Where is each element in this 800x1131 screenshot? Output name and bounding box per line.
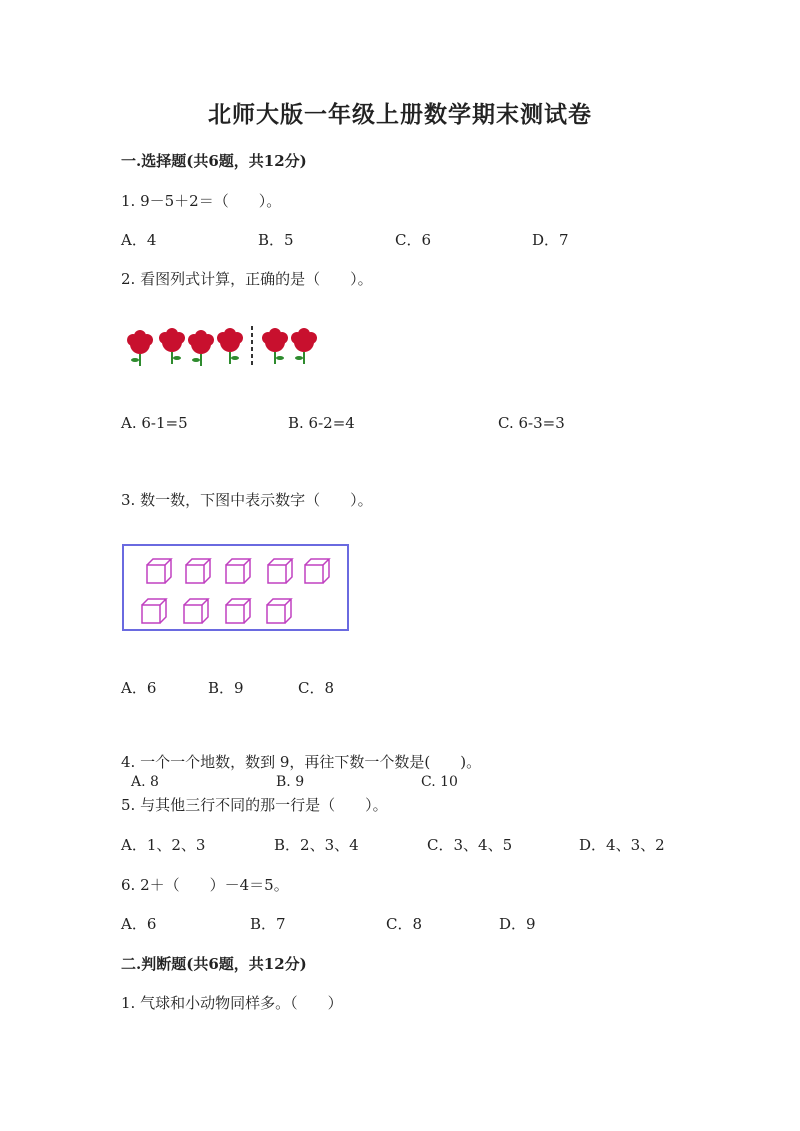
q2-option-b: B. 6-2=4 [288,414,355,432]
q1-option-a: A．4 [121,231,157,249]
q2-option-c: C. 6-3=3 [498,414,565,432]
question-6: 6. 2＋（ ）－4＝5。 [121,876,289,894]
question-1: 1. 9－5＋2＝（ ）。 [121,192,282,210]
section-heading-choice: 一.选择题(共6题，共12分) [121,152,307,170]
question-3: 3. 数一数，下图中表示数字（ ）。 [121,491,373,509]
flower-icon [159,328,185,364]
q6-option-d: D．9 [499,915,536,933]
q5-option-c: C．3、4、5 [427,836,513,854]
question-5: 5. 与其他三行不同的那一行是（ ）。 [121,796,388,814]
q1-option-b: B．5 [258,231,294,249]
q5-option-d: D．4、3、2 [579,836,665,854]
q3-option-b: B．9 [208,679,244,697]
q4-option-c: C. 10 [421,774,458,790]
q6-option-c: C．8 [386,915,423,933]
q1-option-d: D．7 [532,231,569,249]
cubes-image [122,544,350,632]
q5-option-b: B．2、3、4 [274,836,359,854]
flower-icon [127,330,153,366]
judgement-1: 1. 气球和小动物同样多。（ ） [121,994,343,1012]
flowers-image [118,322,330,370]
cube-icon [226,599,250,623]
question-2: 2. 看图列式计算，正确的是（ ）。 [121,270,373,288]
q6-option-b: B．7 [250,915,286,933]
flower-icon [217,328,243,364]
flower-icon [262,328,288,364]
question-4: 4. 一个一个地数，数到 9，再往下数一个数是( )。 [121,753,482,771]
cube-icon [267,599,291,623]
page-title: 北师大版一年级上册数学期末测试卷 [208,101,592,128]
q4-option-a: A. 8 [131,774,159,790]
section-heading-judgement: 二.判断题(共6题，共12分) [121,955,307,973]
cube-icon [268,559,292,583]
cube-icon [186,559,210,583]
q2-option-a: A. 6-1=5 [121,414,188,432]
q4-option-b: B. 9 [276,774,305,790]
cube-icon [142,599,166,623]
flower-icon [291,328,317,364]
cube-icon [305,559,329,583]
q5-option-a: A．1、2、3 [121,836,206,854]
q6-option-a: A．6 [121,915,157,933]
cube-icon [184,599,208,623]
flower-icon [188,330,214,366]
q1-option-c: C．6 [395,231,432,249]
q3-option-c: C．8 [298,679,335,697]
cubes-frame [123,545,348,630]
q3-option-a: A．6 [121,679,157,697]
cube-icon [147,559,171,583]
cube-icon [226,559,250,583]
